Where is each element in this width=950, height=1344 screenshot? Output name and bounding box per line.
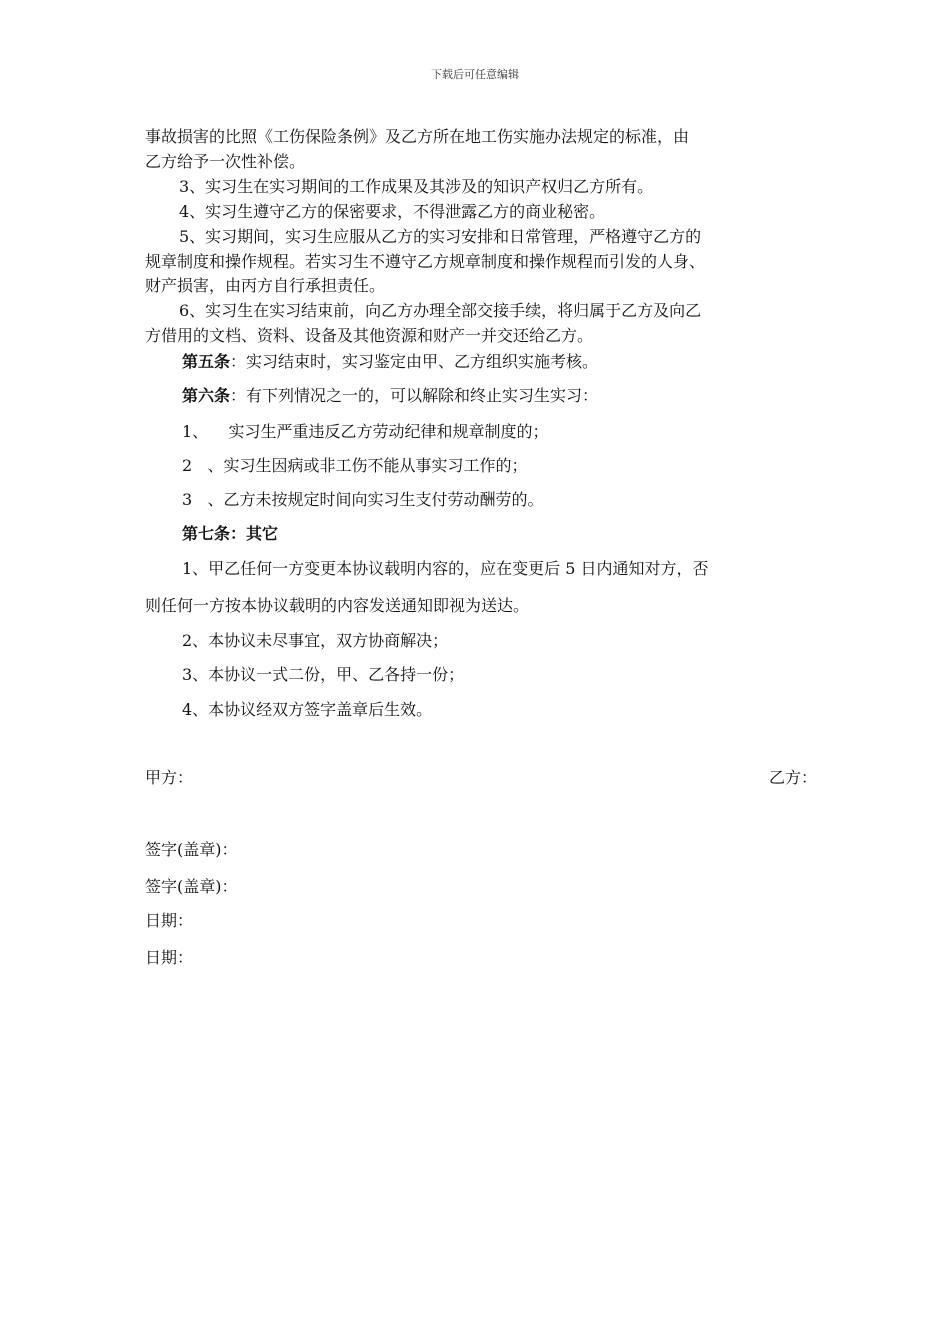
article-5-text: ：实习结束时，实习鉴定由甲、乙方组织实施考核。 xyxy=(230,352,599,371)
article-6-item-1: 1、 实习生严重违反乙方劳动纪律和规章制度的； xyxy=(182,422,549,441)
article-5 xyxy=(182,352,598,372)
party-a-label: 甲方： xyxy=(145,768,194,787)
clause-5-line-1: 5、实习期间，实习生应服从乙方的实习安排和日常管理，严格遵守乙方的 xyxy=(179,227,702,246)
clause-3: 3、实习生在实习期间的工作成果及其涉及的知识产权归乙方所有。 xyxy=(179,177,654,196)
article-7-item-4: 4、本协议经双方签字盖章后生效。 xyxy=(182,700,433,719)
article-7-item-1-line-1: 1、甲乙任何一方变更本协议载明内容的，应在变更后 5 日内通知对方，否 xyxy=(182,559,709,578)
article-7-item-3: 3、本协议一式二份，甲、乙各持一份； xyxy=(182,665,465,684)
article-6-item-3: 3 、乙方未按规定时间向实习生支付劳动酬劳的。 xyxy=(182,490,544,509)
signature-line-1: 签字(盖章)： xyxy=(145,840,238,859)
signature-line-2: 签字(盖章)： xyxy=(145,877,238,896)
clause-5-line-3: 财产损害，由丙方自行承担责任。 xyxy=(145,276,386,295)
article-6 xyxy=(182,386,598,406)
article-6-item-2: 2 、实习生因病或非工伤不能从事实习工作的； xyxy=(182,456,528,475)
page-header-note: 下载后可任意编辑 xyxy=(431,68,519,81)
article-6-title: 第六条 xyxy=(182,386,231,405)
clause-6-line-2: 方借用的文档、资料、设备及其他资源和财产一并交还给乙方。 xyxy=(145,326,594,345)
article-7-item-1-line-2: 则任何一方按本协议载明的内容发送通知即视为送达。 xyxy=(145,596,530,615)
article-5-title: 第五条 xyxy=(182,352,231,371)
article-7-item-2: 2、本协议未尽事宜，双方协商解决； xyxy=(182,631,449,650)
clause-5-line-2: 规章制度和操作规程。若实习生不遵守乙方规章制度和操作规程而引发的人身、 xyxy=(145,252,706,271)
paragraph-line: 事故损害的比照《工伤保险条例》及乙方所在地工伤实施办法规定的标准，由 xyxy=(145,127,690,146)
article-7-title: 第七条：其它 xyxy=(182,524,279,543)
date-line-1: 日期： xyxy=(145,911,194,930)
clause-6-line-1: 6、实习生在实习结束前，向乙方办理全部交接手续，将归属于乙方及向乙 xyxy=(179,301,702,320)
article-6-text: ：有下列情况之一的，可以解除和终止实习生实习： xyxy=(230,386,599,405)
date-line-2: 日期： xyxy=(145,948,194,967)
clause-4: 4、实习生遵守乙方的保密要求，不得泄露乙方的商业秘密。 xyxy=(179,202,606,221)
party-b-label: 乙方： xyxy=(768,768,817,787)
paragraph-line: 乙方给予一次性补偿。 xyxy=(145,152,306,171)
